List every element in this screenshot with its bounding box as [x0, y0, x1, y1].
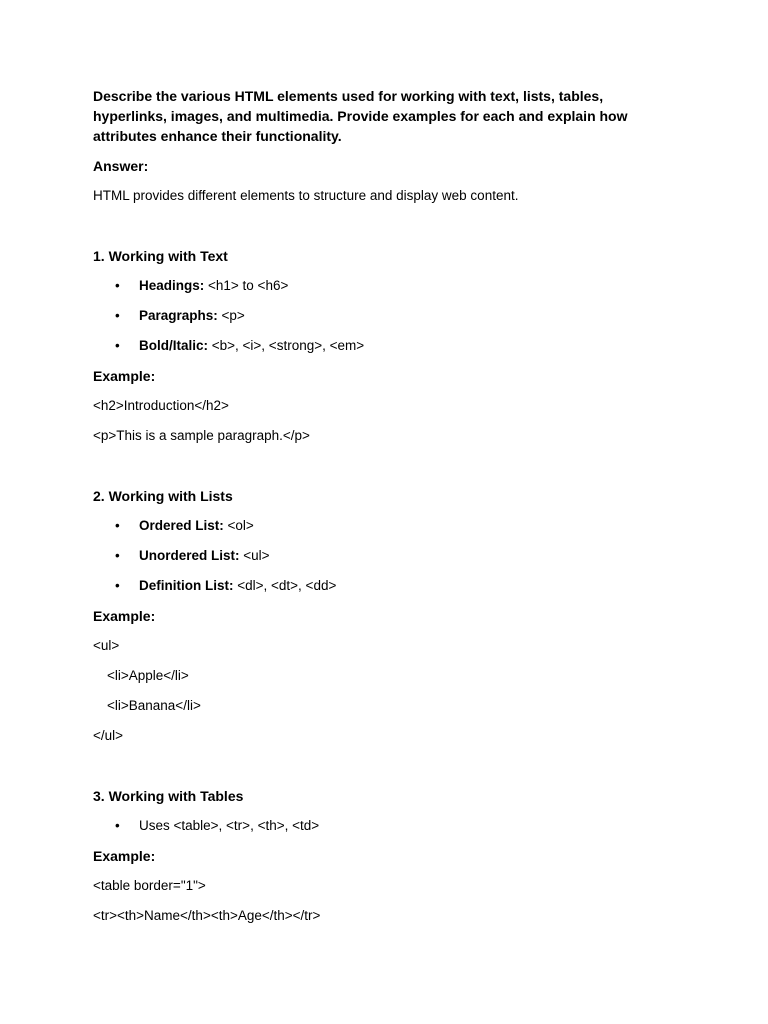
bullet-list: [93, 516, 673, 596]
list-item-term: Unordered List:: [139, 548, 240, 563]
code-line: <p>This is a sample paragraph.</p>: [93, 428, 310, 443]
question-text: Describe the various HTML elements used for working with text, lists, tables, hyperlinks, images, and multimedia. Provide examples for each and explain how attributes enhance their functionality.: [93, 88, 628, 144]
list-item-text: <b>, <i>, <strong>, <em>: [208, 338, 365, 353]
list-item-term: Definition List:: [139, 578, 234, 593]
list-item: [93, 816, 673, 836]
list-item: [93, 276, 673, 296]
bullet-icon: •: [115, 338, 120, 353]
list-item-text: Uses <table>, <tr>, <th>, <td>: [139, 818, 320, 833]
section-tables: [93, 786, 673, 926]
list-item: [93, 516, 673, 536]
list-item: [93, 306, 673, 326]
section-heading: 2. Working with Lists: [93, 488, 233, 504]
bullet-icon: •: [115, 548, 120, 563]
section-text: [93, 246, 673, 446]
section-spacer: [93, 756, 673, 786]
bullet-icon: •: [115, 818, 120, 833]
list-item-term: Ordered List:: [139, 518, 224, 533]
list-item-term: Headings:: [139, 278, 205, 293]
list-item: [93, 336, 673, 356]
code-line: <ul>: [93, 638, 120, 653]
code-line: </ul>: [93, 728, 124, 743]
example-label: Example:: [93, 368, 156, 384]
code-line: <h2>Introduction</h2>: [93, 398, 229, 413]
bullet-icon: •: [115, 278, 120, 293]
bullet-icon: •: [115, 578, 120, 593]
bullet-list: [93, 816, 673, 836]
list-item-text: <ol>: [223, 518, 254, 533]
section-heading: 3. Working with Tables: [93, 788, 244, 804]
answer-label: Answer:: [93, 158, 149, 174]
code-line: <li>Banana</li>: [107, 698, 201, 713]
list-item-text: <p>: [217, 308, 245, 323]
section-heading: 1. Working with Text: [93, 248, 228, 264]
bullet-icon: •: [115, 308, 120, 323]
example-label: Example:: [93, 848, 156, 864]
code-line: <tr><th>Name</th><th>Age</th></tr>: [93, 908, 321, 923]
section-spacer: [93, 456, 673, 486]
code-line: <li>Apple</li>: [107, 668, 189, 683]
example-label: Example:: [93, 608, 156, 624]
list-item-term: Paragraphs:: [139, 308, 218, 323]
intro-paragraph: HTML provides different elements to structure and display web content.: [93, 188, 519, 203]
code-line: <table border="1">: [93, 878, 206, 893]
list-item-text: <ul>: [239, 548, 270, 563]
list-item: [93, 576, 673, 596]
list-item-term: Bold/Italic:: [139, 338, 209, 353]
list-item: [93, 546, 673, 566]
list-item-text: <dl>, <dt>, <dd>: [233, 578, 337, 593]
bullet-list: [93, 276, 673, 356]
section-lists: [93, 486, 673, 746]
bullet-icon: •: [115, 518, 120, 533]
document-page: [93, 86, 673, 936]
list-item-text: <h1> to <h6>: [204, 278, 289, 293]
